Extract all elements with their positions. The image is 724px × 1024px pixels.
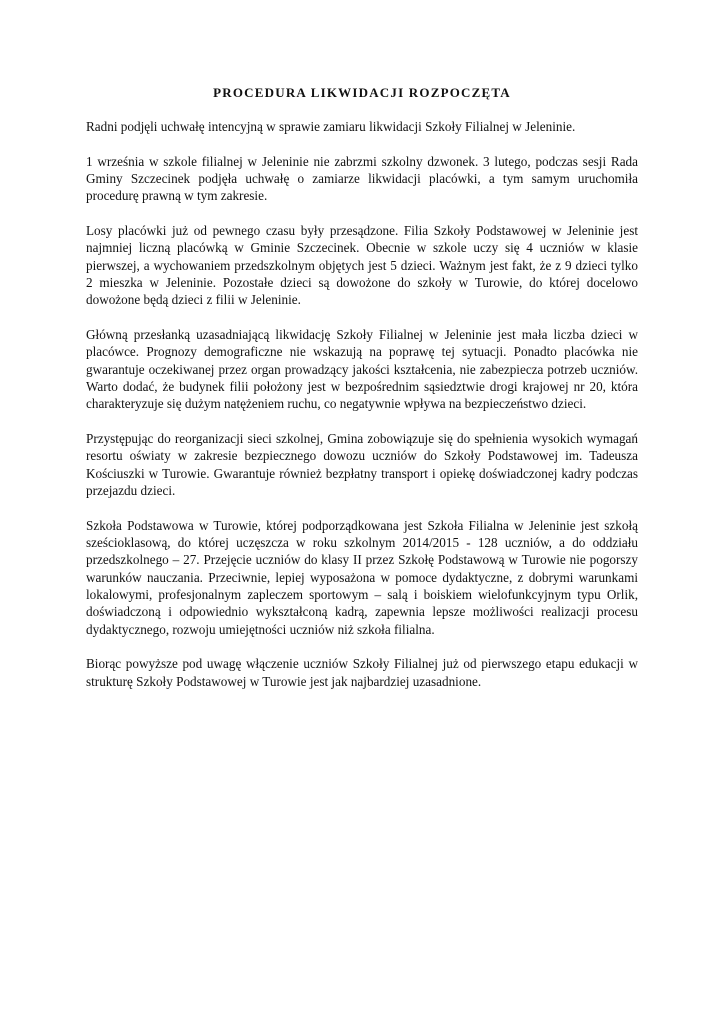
paragraph-5: Szkoła Podstawowa w Turowie, której podporządkowana jest Szkoła Filialna w Jeleninie jest szkołą sześcioklasową, do której uczęszcza w roku szkolnym 2014/2015 - 128 uczniów, a do oddziału przedszkolnego – 27. Przejęcie uczniów do klasy II przez Szkołę Podstawową w Turowie nie pogorszy warunków nauczania. Przeciwnie, lepiej wyposażona w pomoce dydaktyczne, z dobrymi warunkami lokalowymi, profesjonalnym zapleczem sportowym – salą i boiskiem wielofunkcyjnym typu Orlik, doświadczoną i odpowiednio wykształconą kadrą, zapewnia lepsze możliwości realizacji procesu dydaktycznego, rozwoju umiejętności uczniów niż szkoła filialna. [86, 517, 638, 637]
paragraph-4: Przystępując do reorganizacji sieci szkolnej, Gmina zobowiązuje się do spełnienia wysokich wymagań resortu oświaty w zakresie bezpiecznego dowozu uczniów do Szkoły Podstawowej im. Tadeusza Kościuszki w Turowie. Gwarantuje również bezpłatny transport i opiekę doświadczonej kadry podczas przejazdu dzieci. [86, 431, 638, 499]
paragraph-6: Biorąc powyższe pod uwagę włączenie uczniów Szkoły Filialnej już od pierwszego etapu edukacji w strukturę Szkoły Podstawowej w Turowie jest jak najbardziej uzasadnione. [86, 656, 638, 689]
paragraph-3: Główną przesłanką uzasadniającą likwidację Szkoły Filialnej w Jeleninie jest mała liczba dzieci w placówce. Prognozy demograficzne nie wskazują na poprawę tej sytuacji. Ponadto placówka nie gwarantuje oczekiwanej przez organ prowadzący jakości kształcenia, nie zabezpiecza potrzeb uczniów. Warto dodać, że budynek filii położony jest w bezpośrednim sąsiedztwie drogi krajowej nr 20, która charakteryzuje się dużym natężeniem ruchu, co negatywnie wpływa na bezpieczeństwo dzieci. [86, 327, 638, 412]
paragraph-1: 1 września w szkole filialnej w Jeleninie nie zabrzmi szkolny dzwonek. 3 lutego, podczas sesji Rada Gminy Szczecinek podjęła uchwałę o zamiarze likwidacji placówki, a tym samym uruchomiła procedurę prawną w tym zakresie. [86, 153, 638, 204]
page-title: PROCEDURA LIKWIDACJI ROZPOCZĘTA [213, 85, 511, 100]
paragraph-intro: Radni podjęli uchwałę intencyjną w sprawie zamiaru likwidacji Szkoły Filialnej w Jeleninie. [86, 119, 576, 134]
paragraph-2: Losy placówki już od pewnego czasu były przesądzone. Filia Szkoły Podstawowej w Jeleninie jest najmniej liczną placówką w Gminie Szczecinek. Obecnie w szkole uczy się 4 uczniów w klasie pierwszej, a wychowaniem przedszkolnym objętych jest 5 dzieci. Ważnym jest fakt, że z 9 dzieci tylko 2 mieszka w Jeleninie. Pozostałe dzieci są dowożone do szkoły w Turowie, do której docelowo dowożone będą dzieci z filii w Jeleninie. [86, 223, 638, 308]
document-body [86, 84, 638, 708]
